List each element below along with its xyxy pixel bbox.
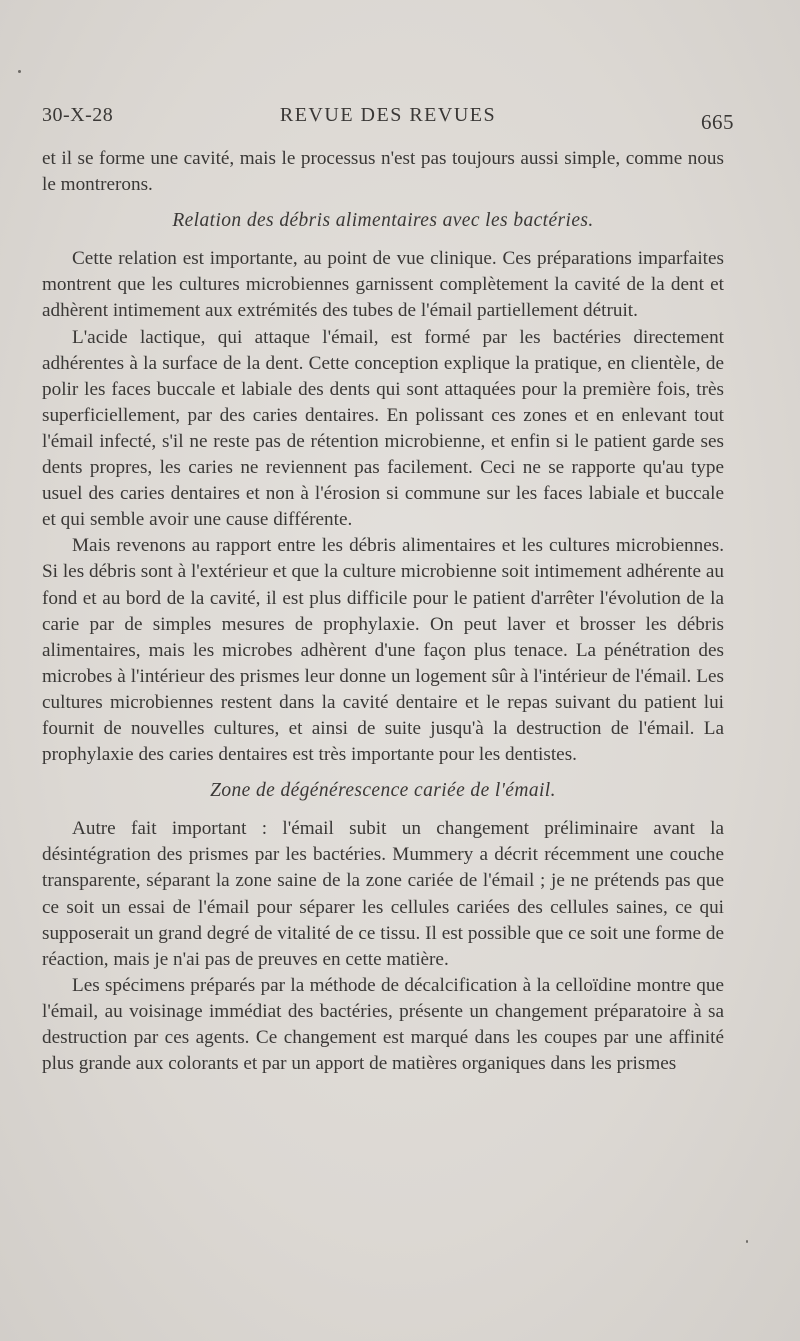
paragraph: L'acide lactique, qui attaque l'émail, est formé par les bactéries directement adhérentes à la surface de la dent. Cette conception explique la pratique, en clientèle, de polir les faces buccale et labiale des dents qui sont attaquées pour la première fois, très superficiellement, par des caries dentaires. En polissant ces zones et en enlevant tout l'émail infecté, s'il ne reste pas de rétention microbienne, et enfin si le patient garde ses dents propres, les caries ne reviennent pas facilement. Ceci ne se rapporte qu'au type usuel des caries dentaires et non à l'érosion si commune sur les faces labiale et buccale et qui semble avoir une cause différente. [42, 326, 724, 531]
section-heading-zone: Zone de dégénérescence cariée de l'émail. [210, 780, 556, 802]
paper-speck [746, 1240, 748, 1243]
page-body [42, 146, 724, 1077]
paragraph-continuation: et il se forme une cavité, mais le processus n'est pas toujours aussi simple, comme nous le montrerons. [42, 148, 724, 196]
header-title: REVUE DES REVUES [279, 104, 497, 126]
page-number: 665 [701, 110, 734, 134]
paragraph: Mais revenons au rapport entre les débris alimentaires et les cultures microbiennes. Si les débris sont à l'extérieur et que la culture microbienne soit intimement adhérente au fond et au bord de la cavité, il est plus difficile pour le patient d'arrêter l'évolution de la carie par de simples mesures de prophylaxie. On peut laver et brosser les débris alimentaires, mais les microbes adhèrent d'une façon plus tenace. La pénétration des microbes à l'intérieur des prismes leur donne un logement sûr à l'intérieur de l'émail. Les cultures microbiennes restent dans la cavité dentaire et le repas suivant du patient lui fournit de nouvelles cultures, et ainsi de suite jusqu'à la destruction de l'émail. La prophylaxie des caries dentaires est très importante pour les dentistes. [42, 535, 724, 766]
header-date: 30-X-28 [42, 104, 114, 126]
section-heading-relation: Relation des débris alimentaires avec les bactéries. [172, 210, 594, 232]
paragraph: Autre fait important : l'émail subit un changement préliminaire avant la désintégration des prismes par les bactéries. Mummery a décrit récemment une couche transparente, séparant la zone saine de la zone cariée de l'émail ; je ne prétends pas que ce soit un essai de l'émail pour séparer les cellules cariées des cellules saines, ce qui supposerait un grand degré de vitalité de ce tissu. Il est possible que ce soit une forme de réaction, mais je n'ai pas de preuves en cette matière. [42, 818, 724, 970]
running-header [42, 104, 734, 134]
paragraph: Les spécimens préparés par la méthode de décalcification à la celloïdine montre que l'émail, au voisinage immédiat des bactéries, présente un changement préparatoire à sa destruction par ces agents. Ce changement est marqué dans les coupes par une affinité plus grande aux colorants et par un apport de matières organiques dans les prismes [42, 974, 724, 1075]
paragraph: Cette relation est importante, au point de vue clinique. Ces préparations imparfaites montrent que les cultures microbiennes garnissent complètement la cavité de la dent et adhèrent intimement aux extrémités des tubes de l'émail partiellement détruit. [42, 248, 724, 322]
paper-speck [18, 70, 21, 73]
